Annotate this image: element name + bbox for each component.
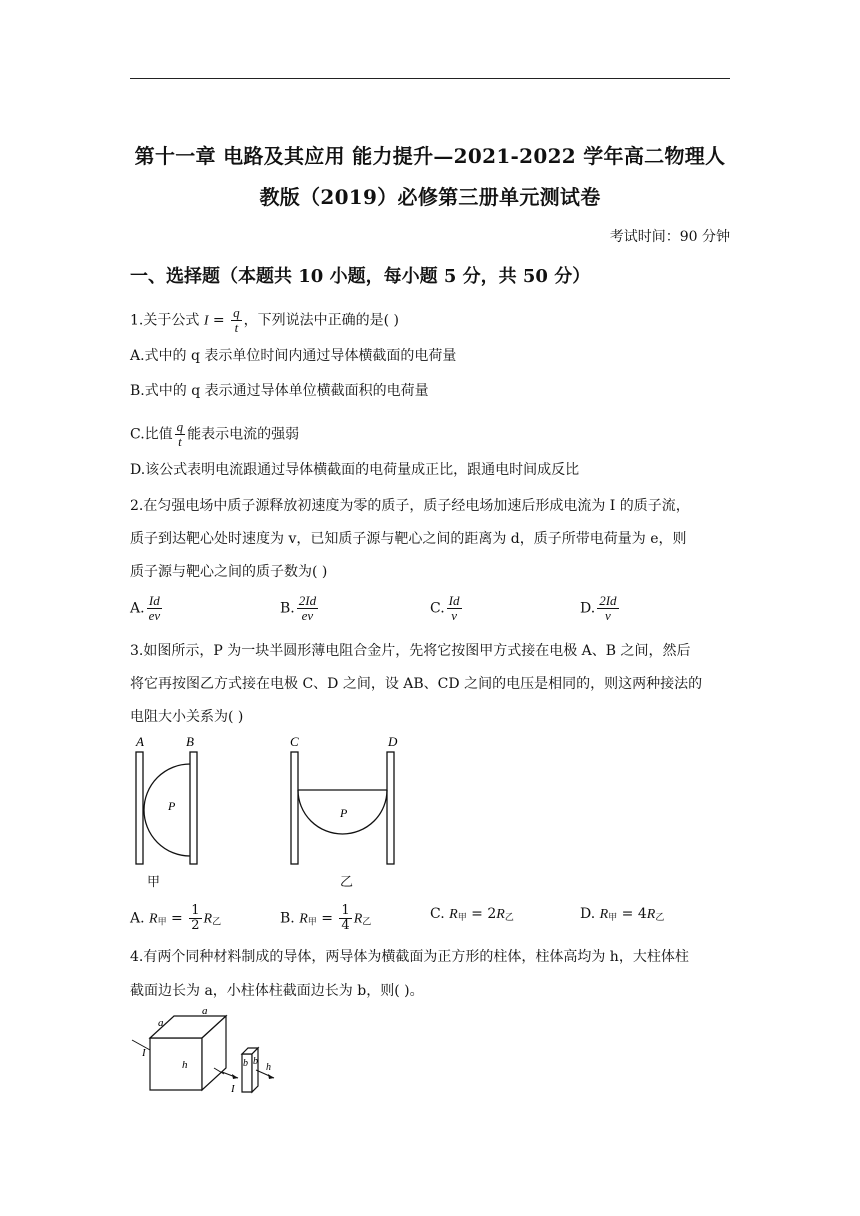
q3-option-b [280,904,371,933]
q2-option-d-label: D. [580,600,596,617]
q3-a-sub1: 甲 [157,917,167,928]
q1-option-a: A.式中的 q 表示单位时间内通过导体横截面的电荷量 [130,348,457,364]
q4-line1: 4.有两个同种材料制成的导体，两导体为横截面为正方形的柱体，柱体高均为 h，大柱体柱 [130,949,689,965]
q3-a-eq: = [166,910,188,927]
q1-formula-fraction [231,306,242,335]
q3-b-den: 4 [341,918,350,933]
q1-option-c-prefix: C.比值 [130,426,173,443]
fig-jia-electrode-b [190,752,197,864]
q1-option-c-suffix: 能表示电流的强弱 [187,426,300,443]
header-rule [130,78,730,79]
prism-arrowhead [232,1074,238,1079]
q1-frac-num: q [233,305,240,320]
q3-figure-yi [284,732,414,867]
q3-c-r2: R [496,907,505,922]
q1-option-c-fraction [175,420,186,449]
q4-line2: 截面边长为 a，小柱体柱截面边长为 b，则( )。 [130,983,424,999]
q3-option-b-label: B. [280,910,300,927]
fig-yi-label-d: D [388,734,398,749]
q3-c-r1: R [449,907,458,922]
q1-option-c [130,420,299,449]
q1-c-frac-den: t [178,434,182,449]
fig-jia-caption: 甲 [147,875,161,890]
q3-c-sub1: 甲 [457,913,467,923]
q3-option-a-label: A. [130,910,150,927]
prism-out-arrowhead [268,1074,274,1079]
fig-jia-label-a: A [136,734,144,749]
fig-jia-label-p: P [168,799,176,813]
q3-a-r2: R [203,911,213,927]
q3-a-den: 2 [191,918,200,933]
q1-stem [130,306,399,335]
q2-a-den: ev [148,608,161,623]
q2-option-b-fraction [297,594,318,623]
q2-option-d [580,594,621,623]
q3-a-r1: R [149,911,158,927]
fig-yi-electrode-d [387,752,394,864]
cube-front-face [150,1038,202,1090]
q1-formula-eq: = [208,312,230,329]
q3-b-fraction [339,904,351,933]
q2-line1: 2.在匀强电场中质子源释放初速度为零的质子，质子经电场加速后形成电流为 I 的质子流， [130,498,690,514]
q3-d-r1: R [599,907,609,922]
q3-d-sub1: 甲 [608,913,618,923]
cube-label-i: I [142,1047,146,1059]
q2-b-num: 2Id [298,593,317,608]
q3-c-eq: = 2 [466,906,497,922]
cube-label-h: h [182,1059,188,1071]
q2-line2: 质子到达靶心处时速度为 v，已知质子源与靶心之间的距离为 d，质子所带电荷量为 e，则 [130,531,687,547]
page-title-line1: 第十一章 电路及其应用 能力提升—2021-2022 学年高二物理人 [134,144,726,168]
q2-c-num: Id [448,593,460,608]
q3-line1: 3.如图所示，P 为一块半圆形薄电阻合金片，先将它按图甲方式接在电极 A、B 之间，然后 [130,643,691,659]
q3-option-c [430,904,514,928]
q3-b-sub2: 乙 [362,917,372,928]
q2-option-a-label: A. [130,600,145,617]
q1-option-d: D.该公式表明电流跟通过导体横截面的电荷量成正比，跟通电时间成反比 [130,462,580,478]
cube-label-a1: a [158,1017,164,1029]
exam-time: 考试时间：90 分钟 [609,229,730,245]
fig-yi-label-c: C [290,734,299,749]
q2-option-a-fraction [147,594,163,623]
q3-option-c-label: C. [430,906,450,922]
q2-option-d-fraction [597,594,618,623]
q2-line3: 质子源与靶心之间的质子数为( ) [130,564,328,580]
q2-option-a [130,594,164,623]
q3-d-r2: R [646,907,656,922]
q3-option-d-label: D. [580,906,600,922]
fig-yi-caption: 乙 [340,875,354,890]
q2-d-den: v [604,608,611,623]
q2-option-b-label: B. [280,600,295,617]
prism-label-b2: b [253,1056,258,1067]
q3-b-eq: = [316,910,338,927]
q1-stem-suffix: ，下列说法中正确的是( ) [243,312,399,329]
fig-yi-label-p: P [340,806,348,820]
section-title: 一、选择题（本题共 10 小题，每小题 5 分，共 50 分） [130,266,591,287]
q3-a-sub2: 乙 [212,917,222,928]
q2-a-num: Id [147,594,163,609]
q3-option-a [130,904,221,933]
cube-label-a2: a [202,1005,208,1017]
q3-b-num: 1 [341,903,350,918]
q3-c-sub2: 乙 [504,913,514,923]
q2-option-c-fraction [447,594,462,623]
q3-option-d [580,904,664,928]
prism-label-b1: b [243,1058,248,1069]
q3-a-num: 1 [191,903,200,918]
fig-jia-electrode-a [136,752,143,864]
q4-figure [130,1004,290,1096]
fig-jia-semicircle [144,764,190,856]
fig-yi-electrode-c [291,752,298,864]
q3-b-r1: R [299,911,308,927]
q3-line3: 电阻大小关系为( ) [130,709,244,725]
q2-b-den: ev [301,608,314,623]
q3-b-sub1: 甲 [307,917,317,928]
q2-option-c-label: C. [430,600,445,617]
prism-label-i: I [231,1083,235,1095]
q2-option-c [430,594,464,623]
q2-d-num: 2Id [599,593,617,608]
q1-option-b: B.式中的 q 表示通过导体单位横截面积的电荷量 [130,383,429,399]
q3-figure-jia [128,732,218,867]
q1-frac-den: t [234,320,239,335]
cube-current-line [132,1040,150,1050]
q1-formula-lhs: I [203,313,209,329]
page-title-line2: 教版（2019）必修第三册单元测试卷 [259,185,601,209]
q3-d-eq: = 4 [617,906,647,922]
fig-jia-label-b: B [186,734,194,749]
prism-label-h: h [266,1062,271,1073]
q3-d-sub2: 乙 [655,913,665,923]
q3-a-fraction [189,904,201,933]
q1-c-frac-num: q [176,419,184,434]
q3-b-r2: R [353,911,363,927]
q2-c-den: v [451,608,457,623]
q3-line2: 将它再按图乙方式接在电极 C、D 之间，设 AB、CD 之间的电压是相同的，则这两种接法的 [130,676,703,692]
q2-option-b [280,594,320,623]
q1-stem-prefix: 1.关于公式 [130,312,204,329]
